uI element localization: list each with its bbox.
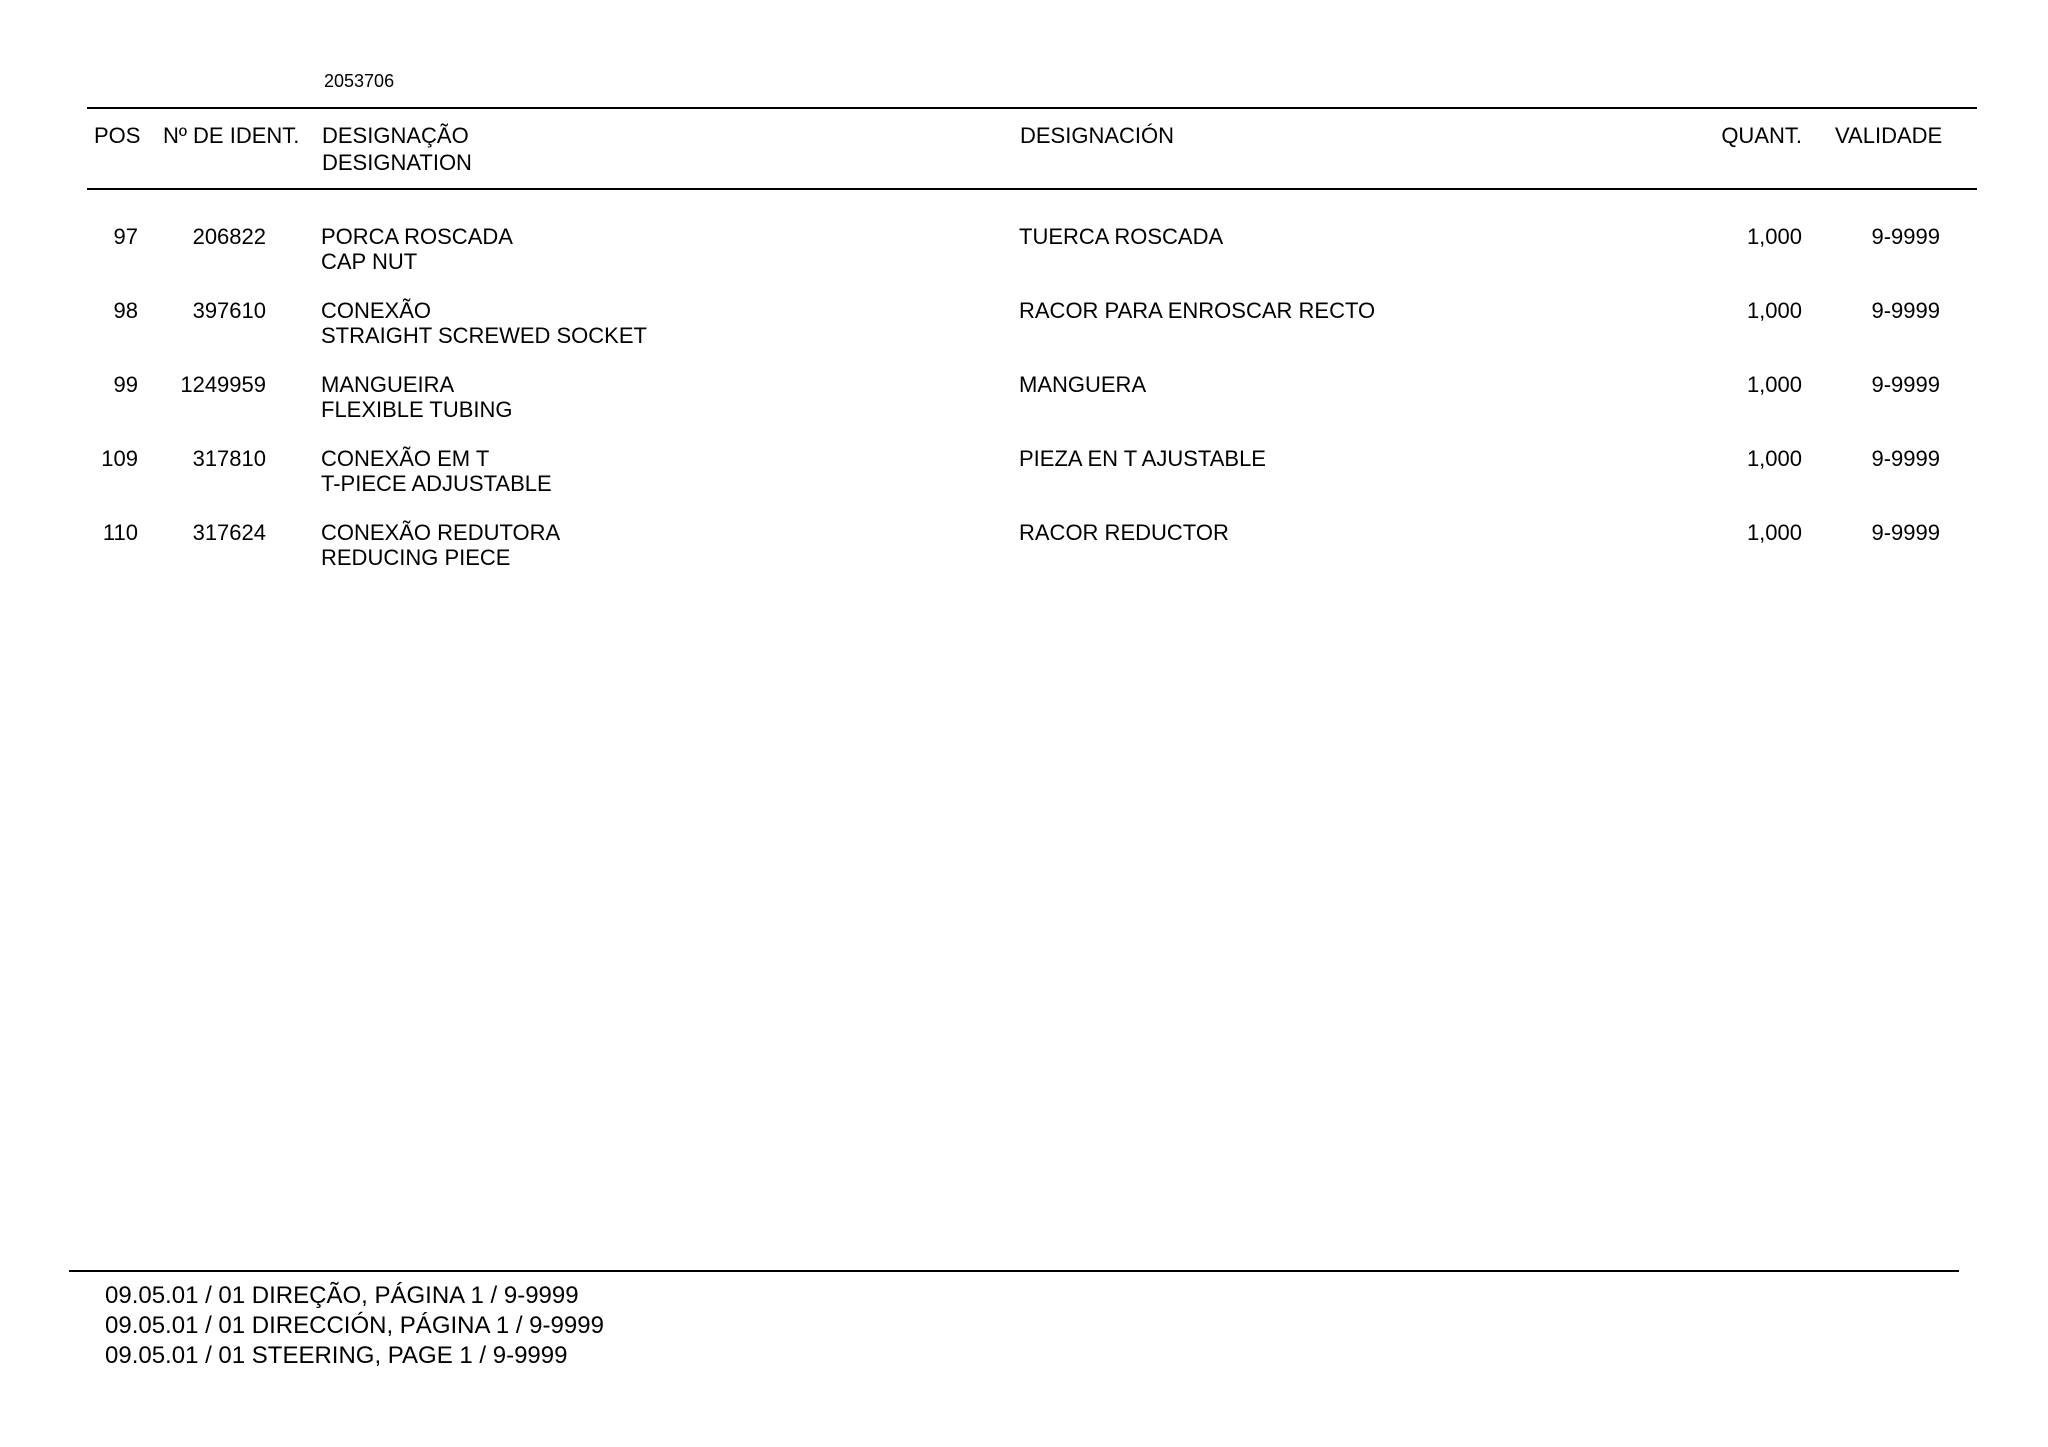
row-validity: 9-9999 <box>1871 372 1940 397</box>
row-designation <box>321 446 552 496</box>
row-quantity: 1,000 <box>1746 372 1802 397</box>
row-ident: 397610 <box>192 298 266 323</box>
header-ident: Nº DE IDENT. <box>163 123 300 148</box>
row-quantity: 1,000 <box>1746 224 1802 249</box>
row-ident: 1249959 <box>180 372 266 397</box>
header-top-rule <box>87 107 1977 109</box>
row-designation-es: MANGUERA <box>1019 372 1147 397</box>
row-ident: 317810 <box>192 446 266 471</box>
row-designation <box>321 520 560 570</box>
table-row <box>0 224 2048 298</box>
row-designation <box>321 298 647 348</box>
row-pos: 109 <box>101 446 138 471</box>
row-designation-es: TUERCA ROSCADA <box>1019 224 1224 249</box>
row-designation-en: STRAIGHT SCREWED SOCKET <box>321 323 647 348</box>
footer-line-pt: 09.05.01 / 01 DIREÇÃO, PÁGINA 1 / 9-9999 <box>105 1282 579 1309</box>
row-pos: 110 <box>102 520 138 545</box>
header-validity: VALIDADE <box>1835 123 1943 148</box>
row-designation-pt: CONEXÃO REDUTORA <box>321 520 561 545</box>
row-designation-es: RACOR PARA ENROSCAR RECTO <box>1019 298 1376 323</box>
row-designation <box>321 372 513 422</box>
row-pos: 99 <box>113 372 138 397</box>
row-quantity: 1,000 <box>1746 446 1802 471</box>
row-validity: 9-9999 <box>1871 298 1940 323</box>
row-designation-pt: CONEXÃO EM T <box>321 446 490 471</box>
table-row <box>0 298 2048 372</box>
row-designation-en: CAP NUT <box>321 249 418 274</box>
document-number: 2053706 <box>324 71 395 91</box>
row-pos: 97 <box>113 224 138 249</box>
table-row <box>0 372 2048 446</box>
row-quantity: 1,000 <box>1746 520 1802 545</box>
header-designation-pt: DESIGNAÇÃO <box>322 123 469 148</box>
row-designation <box>321 224 513 274</box>
row-validity: 9-9999 <box>1871 224 1940 249</box>
footer-rule <box>69 1270 1959 1272</box>
row-designation-en: T-PIECE ADJUSTABLE <box>321 471 552 496</box>
header-bottom-rule <box>87 188 1977 190</box>
row-pos: 98 <box>113 298 138 323</box>
header-pos: POS <box>94 123 141 148</box>
row-quantity: 1,000 <box>1746 298 1802 323</box>
row-designation-pt: PORCA ROSCADA <box>321 224 513 249</box>
table-row <box>0 520 2048 594</box>
footer-line-es: 09.05.01 / 01 DIRECCIÓN, PÁGINA 1 / 9-9999 <box>105 1312 604 1339</box>
row-designation-pt: CONEXÃO <box>321 298 432 323</box>
row-validity: 9-9999 <box>1871 520 1940 545</box>
row-designation-en: REDUCING PIECE <box>321 545 511 570</box>
header-designation-en: DESIGNATION <box>322 150 472 175</box>
row-ident: 317624 <box>192 520 266 545</box>
header-designation-es: DESIGNACIÓN <box>1020 123 1175 148</box>
row-designation-pt: MANGUEIRA <box>321 372 455 397</box>
table-row <box>0 446 2048 520</box>
row-designation-es: PIEZA EN T AJUSTABLE <box>1019 446 1266 471</box>
parts-table <box>0 224 2048 594</box>
row-designation-es: RACOR REDUCTOR <box>1019 520 1229 545</box>
header-quantity: QUANT. <box>1721 123 1802 148</box>
footer-line-en: 09.05.01 / 01 STEERING, PAGE 1 / 9-9999 <box>105 1342 568 1369</box>
row-ident: 206822 <box>192 224 266 249</box>
row-validity: 9-9999 <box>1871 446 1940 471</box>
page-footer <box>105 1281 604 1371</box>
row-designation-en: FLEXIBLE TUBING <box>321 397 513 422</box>
